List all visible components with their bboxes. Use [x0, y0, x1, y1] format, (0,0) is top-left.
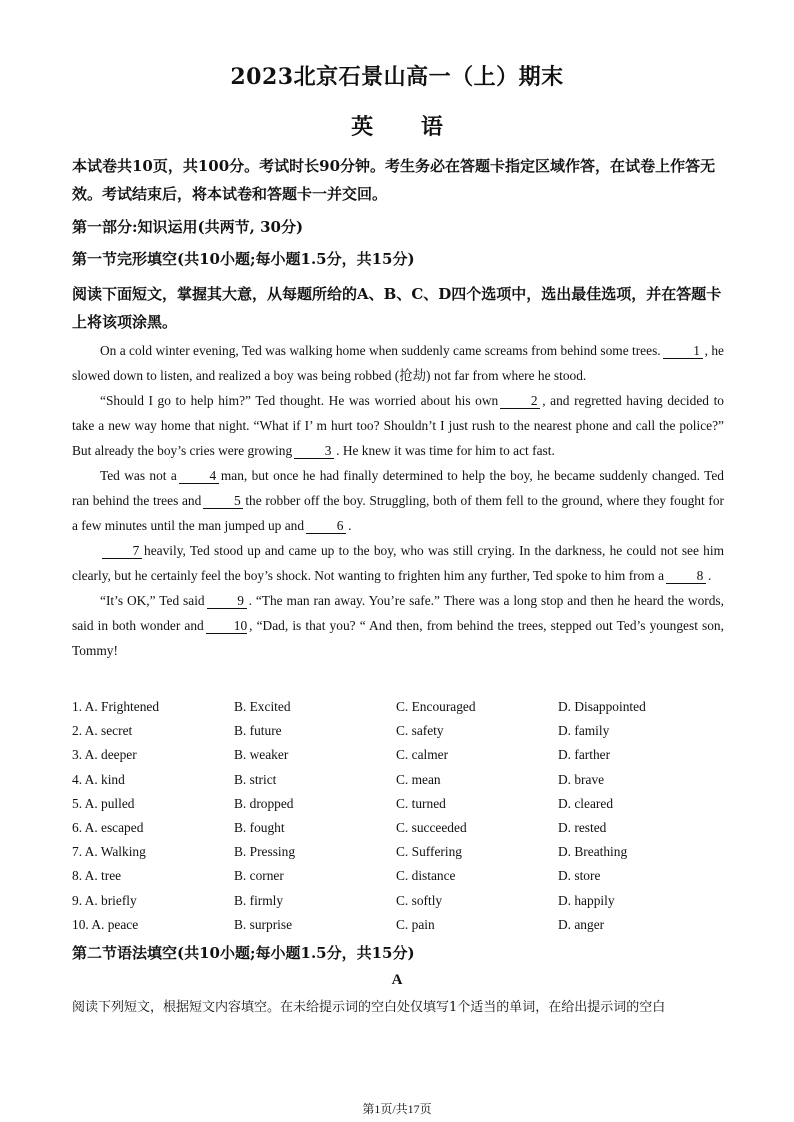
options-row: [72, 816, 732, 840]
blank-4: 4: [179, 469, 219, 484]
option-b: B. weaker: [234, 747, 289, 763]
option-b: B. surprise: [234, 916, 293, 932]
option-c: C. pain: [396, 916, 435, 932]
page-footer: 第1页/共17页: [362, 1102, 432, 1116]
option-c: C. mean: [396, 771, 441, 787]
option-a: 7. A. Walking: [72, 844, 146, 860]
options-row: [72, 792, 732, 816]
option-c: C. distance: [396, 868, 456, 884]
option-a: 2. A. secret: [72, 723, 133, 739]
blank-5: 5: [203, 494, 243, 509]
section1-instruction: 阅读下面短文，掌握其大意，从每题所给的A、B、C、D四个选项中，选出最佳选项，并在答题卡上将该项涂黑。: [72, 285, 722, 331]
option-d: D. anger: [558, 916, 605, 932]
option-a: 3. A. deeper: [72, 747, 137, 763]
options-table: [72, 695, 732, 937]
options-row: [72, 840, 732, 864]
paragraph-1: On a cold winter evening, Ted was walking home when suddenly came screams from behind some trees. 1 , he slowed down to listen, and realized a boy was being robbed (抢劫) not far from where he stood.: [72, 343, 724, 383]
option-d: D. brave: [558, 771, 605, 787]
option-d: D. Breathing: [558, 844, 628, 860]
blank-8: 8: [666, 569, 706, 584]
option-c: C. safety: [396, 723, 444, 739]
blank-2: 2: [500, 394, 540, 409]
paragraph-2: “Should I go to help him?” Ted thought. He was worried about his own 2 , and regretted having decided to take a new way home that night. “What if I’ m hurt too? Shouldn’t I just rush to the nearest phone and call the police?” But already the boy’s cries were growing 3 . He knew it was time for him to act fast.: [72, 393, 725, 458]
option-a: 9. A. briefly: [72, 892, 137, 908]
option-a: 4. A. kind: [72, 771, 125, 787]
option-d: D. store: [558, 868, 601, 884]
subject-title: 英 语: [351, 114, 443, 140]
blank-1: 1: [663, 344, 703, 359]
exam-title: 2023北京石景山高一（上）期末: [230, 64, 564, 90]
option-d: D. farther: [558, 747, 611, 763]
options-row: [72, 768, 732, 792]
blank-9: 9: [207, 594, 247, 609]
option-b: B. dropped: [234, 795, 294, 811]
subsection-a-label: A: [391, 972, 403, 988]
option-c: C. calmer: [396, 747, 449, 763]
blank-3: 3: [294, 444, 334, 459]
blank-6: 6: [306, 519, 346, 534]
option-a: 6. A. escaped: [72, 819, 144, 835]
section1-heading: 第一节完形填空(共10小题;每小题1.5分，共15分): [72, 250, 415, 268]
options-row: [72, 889, 732, 913]
options-row: [72, 695, 732, 719]
options-row: [72, 743, 732, 767]
blank-7: 7: [102, 544, 142, 559]
option-b: B. fought: [234, 819, 285, 835]
option-d: D. rested: [558, 819, 607, 835]
option-d: D. cleared: [558, 795, 614, 811]
option-b: B. corner: [234, 868, 284, 884]
option-b: B. strict: [234, 771, 277, 787]
option-c: C. turned: [396, 795, 446, 811]
option-c: C. succeeded: [396, 819, 467, 835]
cloze-passage: [72, 338, 724, 663]
option-a: 8. A. tree: [72, 868, 122, 884]
options-row: [72, 913, 732, 937]
option-b: B. Excited: [234, 699, 291, 714]
option-b: B. firmly: [234, 892, 284, 908]
exam-notice: 本试卷共10页，共100分。考试时长90分钟。考生务必在答题卡指定区域作答，在试卷上作答无效。考试结束后，将本试卷和答题卡一并交回。: [72, 157, 716, 203]
paragraph-5: “It’s OK,” Ted said 9 . “The man ran away. You’re safe.” There was a long stop and then he heard the words, said in both wonder and 10 , “Dad, is that you? “ And then, from behind the trees, stepped out Ted’s youngest son, Tommy!: [72, 593, 724, 658]
section2-instruction: 阅读下列短文，根据短文内容填空。在未给提示词的空白处仅填写1个适当的单词，在给出提示词的空白: [72, 1000, 666, 1015]
option-b: B. future: [234, 723, 282, 739]
option-b: B. Pressing: [234, 844, 296, 860]
option-c: C. Encouraged: [396, 699, 476, 714]
option-d: D. family: [558, 723, 610, 739]
part1-heading: 第一部分:知识运用(共两节, 30分): [72, 218, 304, 236]
option-a: 1. A. Frightened: [72, 699, 160, 714]
option-c: C. softly: [396, 892, 443, 908]
paragraph-4: 7 heavily, Ted stood up and came up to the boy, who was still crying. In the darkness, he could not see him clearly, but he certainly feel the boy’s shock. Not wanting to frighten him any further, Ted spoke to him from a 8 .: [72, 543, 724, 583]
options-row: [72, 864, 732, 888]
option-d: D. Disappointed: [558, 699, 646, 714]
option-d: D. happily: [558, 892, 615, 908]
blank-10: 10: [206, 619, 247, 634]
options-row: [72, 719, 732, 743]
option-a: 10. A. peace: [72, 916, 139, 932]
option-c: C. Suffering: [396, 844, 462, 860]
option-a: 5. A. pulled: [72, 795, 135, 811]
section2-heading: 第二节语法填空(共10小题;每小题1.5分，共15分): [72, 944, 415, 962]
paragraph-3: Ted was not a 4 man, but once he had finally determined to help the boy, he became suddenly changed. Ted ran behind the trees and 5 the robber off the boy. Struggling, both of them fell to the ground, where they fought for a few minutes until the man jumped up and 6 .: [72, 468, 725, 533]
